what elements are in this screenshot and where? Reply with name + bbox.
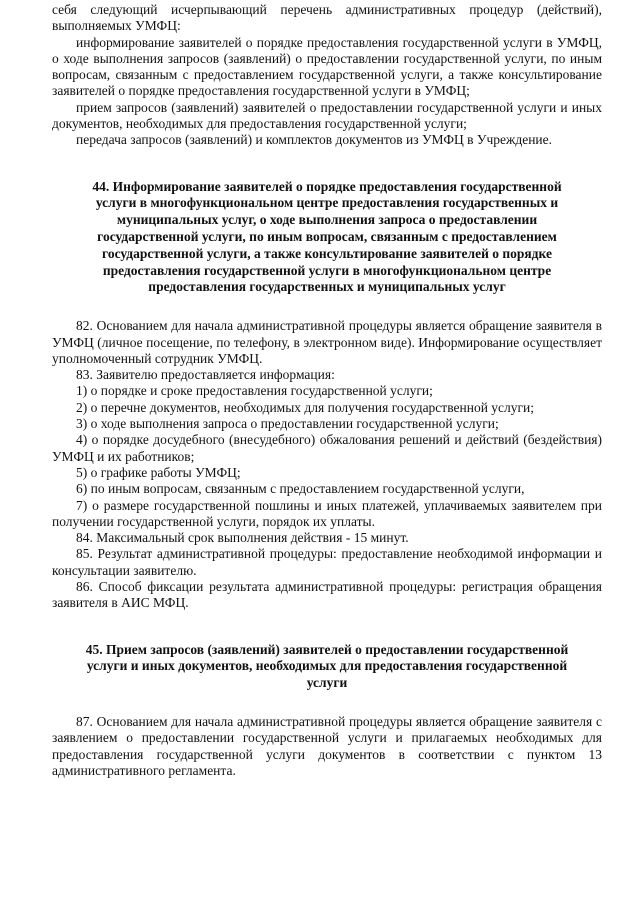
intro-item: информирование заявителей о порядке предоставления государственной услуги в УМФЦ, о ходе выполнения запросов (заявлений) о предоставлении государственной услуги, по иным вопросам, связанным с предоставлением государственной услуги, а также консультирование заявителей о порядке предоставления государственной услуги в УМФЦ; xyxy=(52,34,602,99)
section-44-heading: 44. Информирование заявителей о порядке предоставления государственной услуги в многофункциональном центре предоставления государственных и муниципальных услуг, о ходе выполнения запроса о предоставлении государственной услуги, по иным вопросам, связанным с предоставлением государственной услуги, а также консультирование заявителей о порядке предоставления государственной услуги в многофункциональном центре предоставления государственных и муниципальных услуг xyxy=(92,178,562,295)
list-item: 7) о размере государственной пошлины и иных платежей, уплачиваемых заявителем при получении государственной услуги, порядок их уплаты. xyxy=(52,497,602,529)
paragraph-86: 86. Способ фиксации результата административной процедуры: регистрация обращения заявителя в АИС МФЦ. xyxy=(52,579,602,611)
intro-lead: себя следующий исчерпывающий перечень административных процедур (действий), выполняемых УМФЦ: xyxy=(52,2,602,34)
list-item: 5) о графике работы УМФЦ; xyxy=(76,464,241,480)
section-45-heading: 45. Прием запросов (заявлений) заявителей о предоставлении государственной услуги и иных документов, необходимых для предоставления государственной услуги xyxy=(85,641,569,691)
list-item: 3) о ходе выполнения запроса о предоставлении государственной услуги; xyxy=(76,416,499,432)
list-item: 1) о порядке и сроке предоставления государственной услуги; xyxy=(76,383,433,399)
paragraph-87: 87. Основанием для начала административной процедуры является обращение заявителя с заявлением о предоставлении государственной услуги и прилагаемых необходимых для предоставления государственной услуги документов в соответствии с пунктом 13 административного регламента. xyxy=(52,713,602,778)
list-item: 6) по иным вопросам, связанным с предоставлением государственной услуги, xyxy=(76,481,525,497)
paragraph-83: 83. Заявителю предоставляется информация: xyxy=(76,367,335,383)
intro-item: передача запросов (заявлений) и комплектов документов из УМФЦ в Учреждение. xyxy=(76,132,553,148)
paragraph-82: 82. Основанием для начала административной процедуры является обращение заявителя в УМФЦ (личное посещение, по телефону, в электронном виде). Информирование осуществляет уполномоченный сотрудник УМФЦ. xyxy=(52,318,602,366)
intro-item: прием запросов (заявлений) заявителей о предоставлении государственной услуги и иных документов, необходимых для предоставления государственной услуги; xyxy=(52,99,602,132)
paragraph-84: 84. Максимальный срок выполнения действия - 15 минут. xyxy=(76,530,409,546)
paragraph-85: 85. Результат административной процедуры: предоставление необходимой информации и консультации заявителю. xyxy=(52,546,602,578)
list-item: 2) о перечне документов, необходимых для получения государственной услуги; xyxy=(76,399,535,415)
list-item: 4) о порядке досудебного (внесудебного) обжалования решений и действий (бездействия) УМФЦ и их работников; xyxy=(52,432,602,464)
document-page xyxy=(52,2,602,779)
